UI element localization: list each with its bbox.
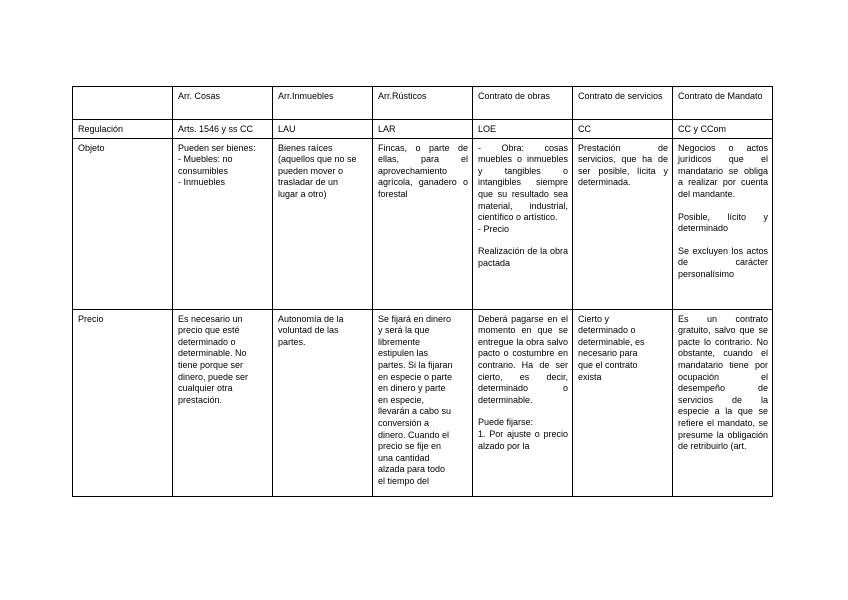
text-line: - Muebles: no (178, 154, 233, 165)
text-line: pueden mover o (278, 165, 344, 176)
text-line: partes. (278, 336, 306, 347)
text-line: dinero, puede ser (178, 371, 249, 382)
text-line: exista (578, 371, 602, 382)
objeto-cell-rusticos: Fincas, o parte de ellas, para el aprovechamiento agrícola, ganadero o forestal (373, 138, 473, 309)
text-line: determinado o (178, 336, 236, 347)
header-cell-contrato-mandato: Contrato de Mandato (673, 87, 773, 120)
objeto-mandato-text-2: Posible, lícito y determinado (678, 211, 768, 234)
text-line: prestación. (178, 394, 223, 405)
text-line: en especie o parte (378, 371, 453, 382)
spacer (478, 235, 568, 246)
text-line: voluntad de las (278, 325, 339, 336)
objeto-cell-servicios: Prestación de servicios, que ha de ser posible, lícita y determinada. (573, 138, 673, 309)
row-label-precio: Precio (73, 309, 173, 496)
text-line: conversión a (378, 417, 430, 428)
header-cell-contrato-obras: Contrato de obras (473, 87, 573, 120)
text-line: Se fijará en dinero (378, 313, 452, 324)
text-line: lugar a otro) (278, 188, 327, 199)
text-line: el tiempo del (378, 475, 430, 486)
text-line: Cierto y (578, 313, 610, 324)
regulacion-cell-mandato: CC y CCom (673, 120, 773, 139)
text-line: precio se fije en (378, 441, 442, 452)
text-line: alzada para todo (378, 464, 446, 475)
text-line: Bienes raíces (278, 142, 333, 153)
header-cell-contrato-servicios: Contrato de servicios (573, 87, 673, 120)
regulacion-cell-rusticos: LAR (373, 120, 473, 139)
regulacion-cell-obras: LOE (473, 120, 573, 139)
precio-obras-text-1: Deberá pagarse en el momento en que se entregue la obra salvo pacto o costumbre en contrario. Ha de ser cierto, es decir, determinado o determinable. (478, 313, 568, 405)
text-line: y será la que (378, 325, 430, 336)
header-cell-arr-rusticos: Arr.Rústicos (373, 87, 473, 120)
text-line: cualquier otra (178, 383, 233, 394)
text-line: determinable. No (178, 348, 247, 359)
text-line: - Inmuebles (178, 177, 226, 188)
text-line: libremente (378, 336, 421, 347)
spacer (678, 201, 768, 212)
text-line: llevarán a cabo su (378, 406, 452, 417)
spacer (678, 235, 768, 246)
text-line: necesario para (578, 348, 638, 359)
text-line: en dinero y parte (378, 383, 446, 394)
objeto-mandato-text-1: Negocios o actos jurídicos que el mandatario se obliga a realizar por cuenta del mandante. (678, 142, 768, 199)
precio-cell-rusticos (373, 309, 473, 496)
text-line: trasladar de un (278, 177, 339, 188)
text-line: que el contrato (578, 359, 638, 370)
text-line: en especie, (378, 394, 425, 405)
objeto-obras-text: - Obra: cosas muebles o inmuebles y tangibles o intangibles siempre que su resultado sea material, industrial, científico o artístico. (478, 142, 568, 223)
precio-obras-text-3: 1. Por ajuste o precio alzado por la (478, 428, 568, 451)
precio-obras-text-2: Puede fijarse: (478, 417, 534, 428)
precio-cell-cosas (173, 309, 273, 496)
row-label-objeto: Objeto (73, 138, 173, 309)
objeto-cell-obras (473, 138, 573, 309)
objeto-obras-precio: - Precio (478, 223, 510, 234)
regulacion-cell-cosas: Arts. 1546 y ss CC (173, 120, 273, 139)
header-cell-arr-cosas: Arr. Cosas (173, 87, 273, 120)
objeto-obras-realizacion: Realización de la obra pactada (478, 246, 568, 268)
text-line: determinable, es (578, 336, 645, 347)
text-line: consumibles (178, 165, 229, 176)
precio-cell-mandato: Es un contrato gratuito, salvo que se pacte lo contrario. No obstante, cuando el mandatario tiene por ocupación el desempeño de servicios de la especie a la que se refiere el mandato, se presume la obligación de retribuirlo (art. (673, 309, 773, 496)
row-label-regulacion: Regulación (73, 120, 173, 139)
text-line: Pueden ser bienes: (178, 142, 256, 153)
text-line: Es necesario un (178, 313, 243, 324)
spacer (478, 406, 568, 417)
text-line: dinero. Cuando el (378, 429, 450, 440)
contracts-comparison-table (72, 86, 773, 497)
objeto-cell-mandato (673, 138, 773, 309)
text-line: tiene porque ser (178, 359, 244, 370)
text-line: una cantidad (378, 452, 430, 463)
regulacion-row (73, 120, 773, 139)
text-line: estipulen las (378, 348, 429, 359)
objeto-row (73, 138, 773, 309)
precio-cell-servicios (573, 309, 673, 496)
text-line: partes. Si la fijaran (378, 359, 453, 370)
text-line: precio que esté (178, 325, 240, 336)
objeto-cell-inmuebles (273, 138, 373, 309)
precio-row (73, 309, 773, 496)
text-line: (aquellos que no se (278, 154, 357, 165)
text-line: determinado o (578, 325, 636, 336)
precio-cell-obras (473, 309, 573, 496)
header-row (73, 87, 773, 120)
regulacion-cell-inmuebles: LAU (273, 120, 373, 139)
header-cell-empty (73, 87, 173, 120)
header-cell-arr-inmuebles: Arr.Inmuebles (273, 87, 373, 120)
text-line: Autonomía de la (278, 313, 344, 324)
precio-cell-inmuebles (273, 309, 373, 496)
objeto-cell-cosas (173, 138, 273, 309)
regulacion-cell-servicios: CC (573, 120, 673, 139)
objeto-mandato-text-3: Se excluyen los actos de carácter personalísimo (678, 245, 768, 279)
